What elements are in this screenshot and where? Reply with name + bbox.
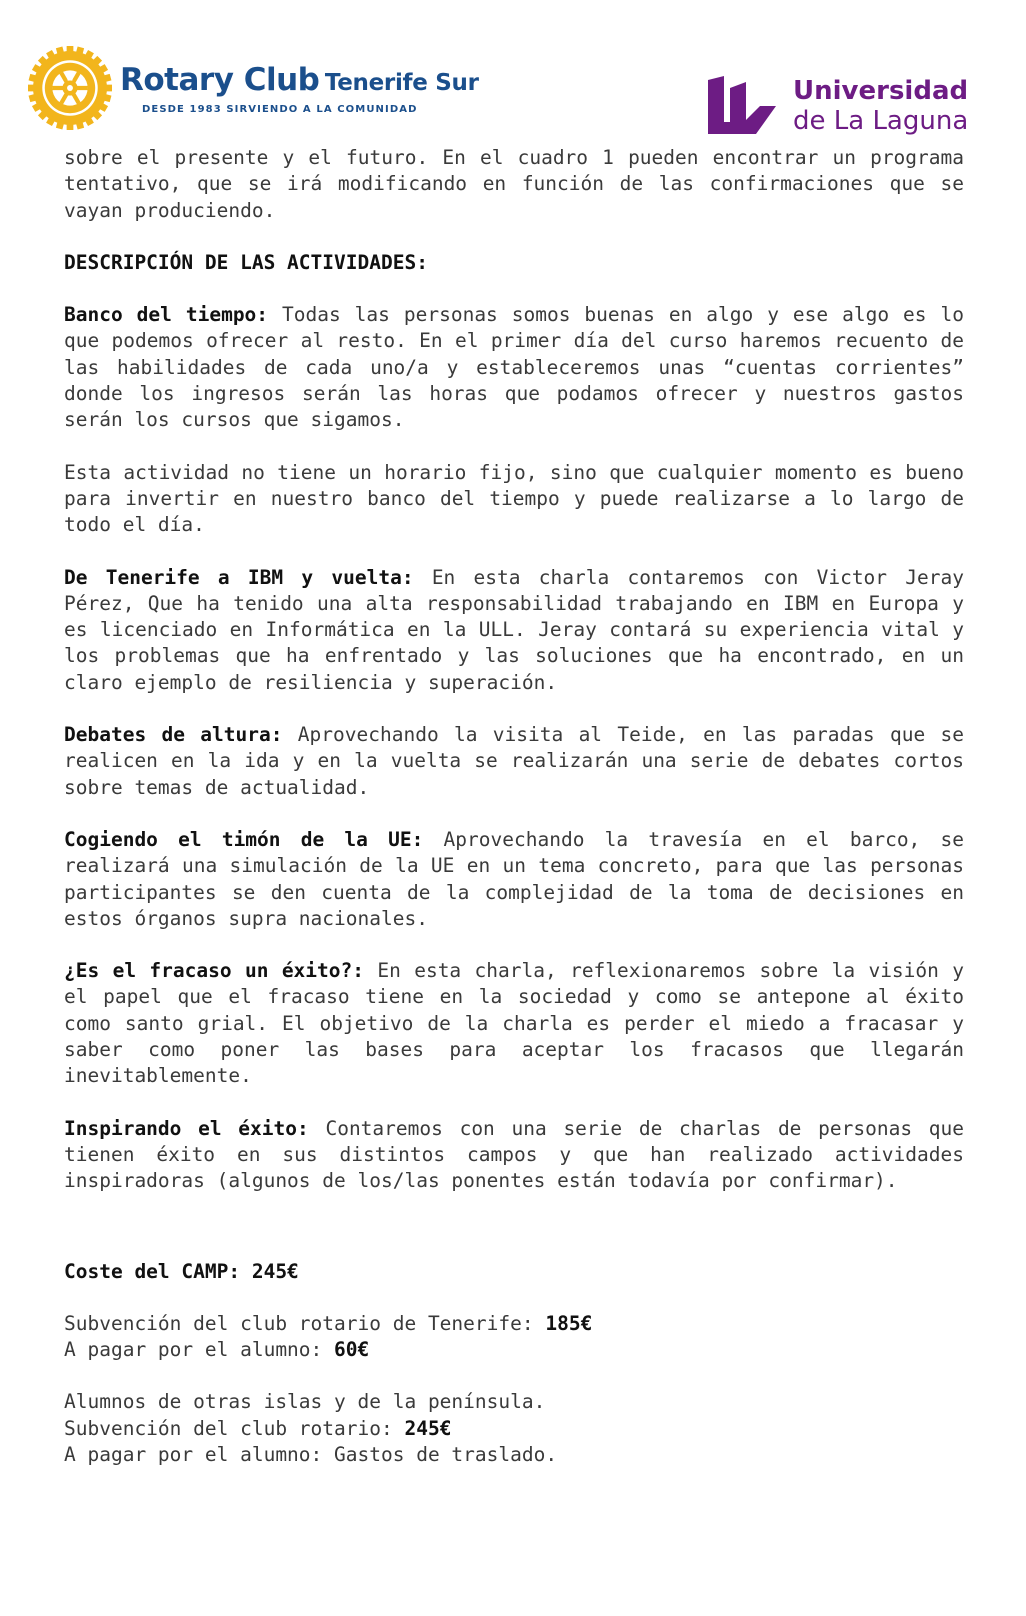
cost-others-heading: Alumnos de otras islas y de la península. [64, 1390, 546, 1414]
subsidy-value: 185€ [545, 1311, 593, 1335]
section-title [64, 250, 964, 276]
rotary-name-sub: Tenerife Sur [324, 70, 479, 96]
ull-name-line1: Universidad [793, 76, 969, 106]
cost-others-subsidy [64, 1416, 964, 1442]
activity-title: Inspirando el éxito: [64, 1116, 309, 1140]
activity-text: Contaremos con una serie de charlas de personas que tienen éxito en sus distintos campos y que han realizado actividades inspiradoras (algunos de los/las ponentes están todavía por confirmar). [64, 1116, 964, 1193]
rotary-name-main: Rotary Club [120, 62, 320, 98]
cost-tenerife-pay [64, 1337, 964, 1363]
activity-banco-del-tiempo-note [64, 460, 964, 539]
activity-inspirando-exito [64, 1116, 964, 1195]
section-title-text: DESCRIPCIÓN DE LAS ACTIVIDADES: [64, 250, 428, 274]
ull-name [793, 76, 968, 136]
pay-label: A pagar por el alumno: [64, 1338, 335, 1362]
cost-others-block [64, 1389, 964, 1468]
activity-fracaso-exito [64, 958, 964, 1089]
document-body [64, 145, 964, 1494]
activity-text: En esta charla contaremos con Victor Jeray Pérez, Que ha tenido una alta responsabilidad trabajando en IBM en Europa y es licenciado en Informática en la ULL. Jeray contará su experiencia vital y los problemas que ha enfrentado y las soluciones que ha encontrado, en un claro ejemplo de resiliencia y superación. [64, 565, 964, 694]
rotary-wheel-icon [28, 46, 112, 130]
activity-timon-ue [64, 827, 964, 932]
activity-title: ¿Es el fracaso un éxito?: [64, 959, 364, 983]
subsidy-value: 245€ [404, 1416, 452, 1440]
ull-name-line2: de La Laguna [793, 106, 969, 136]
activity-title: Cogiendo el timón de la UE: [64, 827, 424, 851]
activity-title: Banco del tiempo: [64, 303, 269, 327]
rotary-club-name [120, 62, 479, 98]
pay-value: 60€ [334, 1338, 370, 1362]
cost-tenerife-subsidy [64, 1311, 964, 1337]
activity-banco-del-tiempo [64, 302, 964, 433]
activity-debates-de-altura [64, 722, 964, 801]
activity-title: De Tenerife a IBM y vuelta: [64, 565, 414, 589]
activity-text: Aprovechando la visita al Teide, en las paradas que se realicen en la ida y en la vuelta se realizarán una serie de debates cortos sobre temas de actualidad. [64, 723, 964, 799]
activity-text: En esta charla, reflexionaremos sobre la visión y el papel que el fracaso tiene en la sociedad y como se antepone al éxito como santo grial. El objetivo de la charla es perder el miedo a fracasar y saber como poner las bases para aceptar los fracasos que llegarán inevitablemente. [64, 959, 964, 1088]
cost-total [64, 1259, 964, 1285]
rotary-tagline: DESDE 1983 SIRVIENDO A LA COMUNIDAD [142, 104, 418, 115]
intro-paragraph: sobre el presente y el futuro. En el cuadro 1 pueden encontrar un programa tentativo, que se irá modificando en función de las confirmaciones que se vayan produciendo. [64, 146, 964, 222]
cost-others-pay: A pagar por el alumno: Gastos de traslado. [64, 1442, 558, 1466]
cost-total-label: Coste del CAMP: 245€ [64, 1259, 299, 1283]
activity-title: Debates de altura: [64, 723, 283, 747]
cost-tenerife-block [64, 1311, 964, 1364]
activity-tenerife-ibm [64, 565, 964, 696]
activity-text: Aprovechando la travesía en el barco, se realizará una simulación de la UE en un tema concreto, para que las personas participantes se den cuenta de la complejidad de la toma de decisiones en estos órganos supra nacionales. [64, 827, 964, 930]
subsidy-label: Subvención del club rotario de Tenerife: [64, 1311, 546, 1335]
activity-text: Esta actividad no tiene un horario fijo, sino que cualquier momento es bueno para invertir en nuestro banco del tiempo y puede realizarse a lo largo de todo el día. [64, 460, 964, 537]
page-header [0, 0, 1026, 150]
spacer [64, 1221, 964, 1259]
ull-logo-icon [706, 76, 778, 134]
subsidy-label: Subvención del club rotario: [64, 1416, 405, 1440]
activity-text: Todas las personas somos buenas en algo y ese algo es lo que podemos ofrecer al resto. En el primer día del curso haremos recuento de las habilidades de cada uno/a y estableceremos unas “cuentas corrientes” donde los ingresos serán las horas que podamos ofrecer y nuestros gastos serán los cursos que sigamos. [64, 303, 964, 432]
